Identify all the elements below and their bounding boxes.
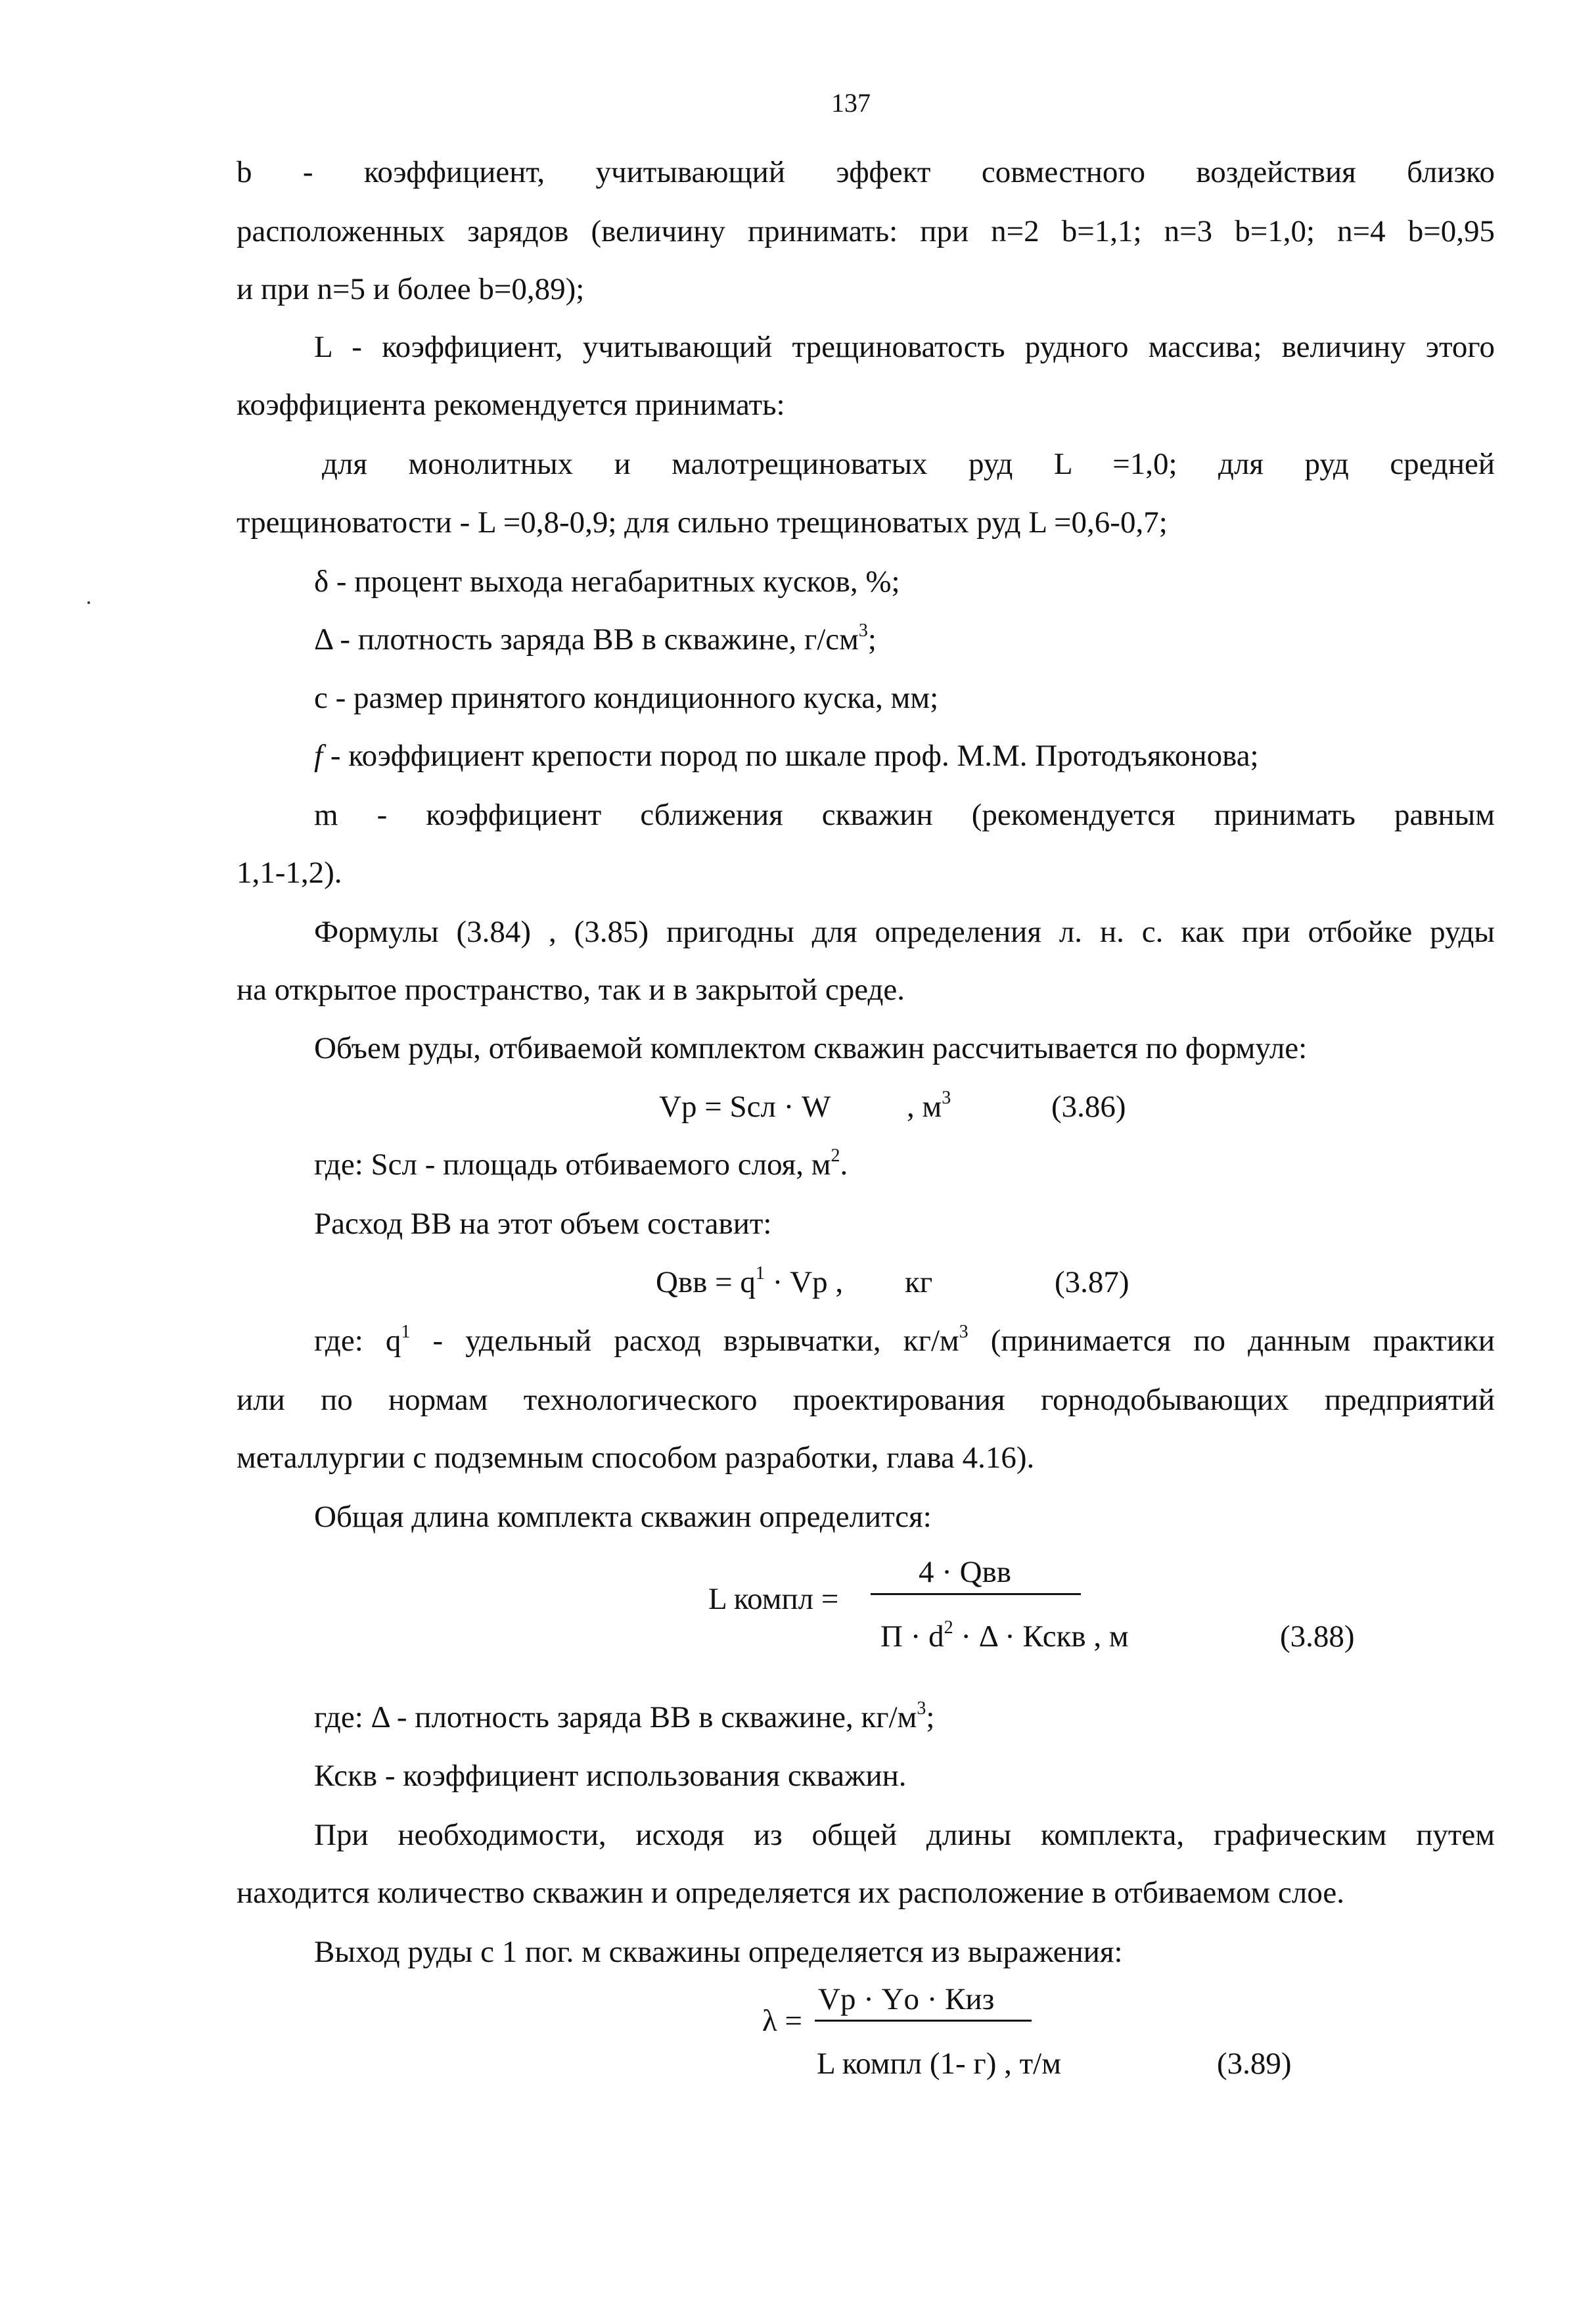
equation-3-87-unit: кг — [905, 1265, 933, 1299]
definition-kskv: Кскв - коэффициент использования скважин. — [314, 1759, 907, 1793]
paragraph-b-line-1: b - коэффициент, учитывающий эффект совместного воздействия близко — [237, 155, 1495, 189]
paragraph-formulas-line-1: Формулы (3.84) , (3.85) пригодны для определения л. н. с. как при отбойке руды — [314, 915, 1495, 949]
scan-speck — [87, 601, 90, 604]
equation-3-89-numerator: Vр · Υо · Киз — [818, 1982, 995, 2016]
paragraph-total-length: Общая длина комплекта скважин определится: — [314, 1500, 932, 1534]
definition-delta-density: Δ - плотность заряда ВВ в скважине, $г/см^3$; — [314, 620, 877, 657]
equation-3-88-lhs: L компл = — [708, 1582, 839, 1616]
paragraph-if-needed-line-1: При необходимости, исходя из общей длины комплекта, графическим путем — [314, 1818, 1495, 1852]
equation-3-88-fraction-bar — [871, 1593, 1081, 1595]
page-number: 137 — [831, 88, 871, 118]
equation-3-88-denominator: $П \cdot d^2 \cdot \Delta$ · Кскв , м — [880, 1617, 1129, 1654]
where-3-86: где: Sсл - площадь отбиваемого слоя, $м^2$. — [314, 1146, 848, 1182]
paragraph-L-line-2: коэффициента рекомендуется принимать: — [237, 388, 785, 422]
paragraph-b-line-3: и при n=5 и более b=0,89); — [237, 272, 585, 306]
where-3-87-line-1: где: $q^1$ - удельный расход взрывчатки, $кг/м^3$ (принимается по данным практики — [314, 1322, 1495, 1358]
equation-3-89-fraction-bar — [815, 2020, 1032, 2022]
equation-3-89-denominator: L компл (1- г) , т/м — [817, 2047, 1061, 2081]
equation-3-89-lhs: λ = — [762, 2004, 803, 2038]
paragraph-L-values-line-2: трещиноватости - L =0,8-0,9; для сильно трещиноватых руд L =0,6-0,7; — [237, 505, 1168, 540]
paragraph-L-values-line-1: для монолитных и малотрещиноватых руд L =1,0; для руд средней — [322, 447, 1495, 481]
where-3-87-line-3: металлургии с подземным способом разработки, глава 4.16). — [237, 1441, 1035, 1475]
equation-3-87-number: (3.87) — [1055, 1265, 1129, 1299]
equation-3-86-lhs: Vр = Sсл · W — [659, 1090, 831, 1124]
equation-3-87-lhs: Qвв = $q^1$ · Vр , — [656, 1263, 844, 1299]
equation-3-89-number: (3.89) — [1217, 2047, 1292, 2081]
definition-c: с - размер принятого кондиционного куска, мм; — [314, 681, 939, 715]
definition-m-line-1: m - коэффициент сближения скважин (рекомендуется принимать равным — [314, 798, 1495, 832]
equation-3-86-unit: , $м^3$ — [907, 1088, 951, 1124]
definition-f: f - коэффициент крепости пород по шкале проф. М.М. Протодъяконова; — [314, 739, 1259, 773]
definition-m-line-2: 1,1-1,2). — [237, 856, 342, 890]
equation-3-86-number: (3.86) — [1051, 1090, 1126, 1124]
paragraph-formulas-line-2: на открытое пространство, так и в закрытой среде. — [237, 973, 905, 1007]
equation-3-88-number: (3.88) — [1280, 1619, 1355, 1654]
where-3-88: где: Δ - плотность заряда ВВ в скважине, $кг/м^3$; — [314, 1698, 935, 1734]
where-3-87-line-2: или по нормам технологического проектирования горнодобывающих предприятий — [237, 1383, 1495, 1417]
paragraph-if-needed-line-2: находится количество скважин и определяется их расположение в отбиваемом слое. — [237, 1876, 1345, 1910]
equation-3-88-numerator: 4 · Qвв — [919, 1555, 1011, 1589]
paragraph-volume: Объем руды, отбиваемой комплектом скважин рассчитывается по формуле: — [314, 1031, 1308, 1065]
paragraph-b-line-2: расположенных зарядов (величину принимать: при n=2 b=1,1; n=3 b=1,0; n=4 b=0,95 — [237, 214, 1495, 248]
paragraph-L-line-1: L - коэффициент, учитывающий трещиноватость рудного массива; величину этого — [314, 330, 1495, 364]
paragraph-yield: Выход руды с 1 пог. м скважины определяется из выражения: — [314, 1935, 1123, 1969]
paragraph-consumption: Расход ВВ на этот объем составит: — [314, 1207, 772, 1241]
definition-delta-small: δ - процент выхода негабаритных кусков, %; — [314, 565, 900, 599]
